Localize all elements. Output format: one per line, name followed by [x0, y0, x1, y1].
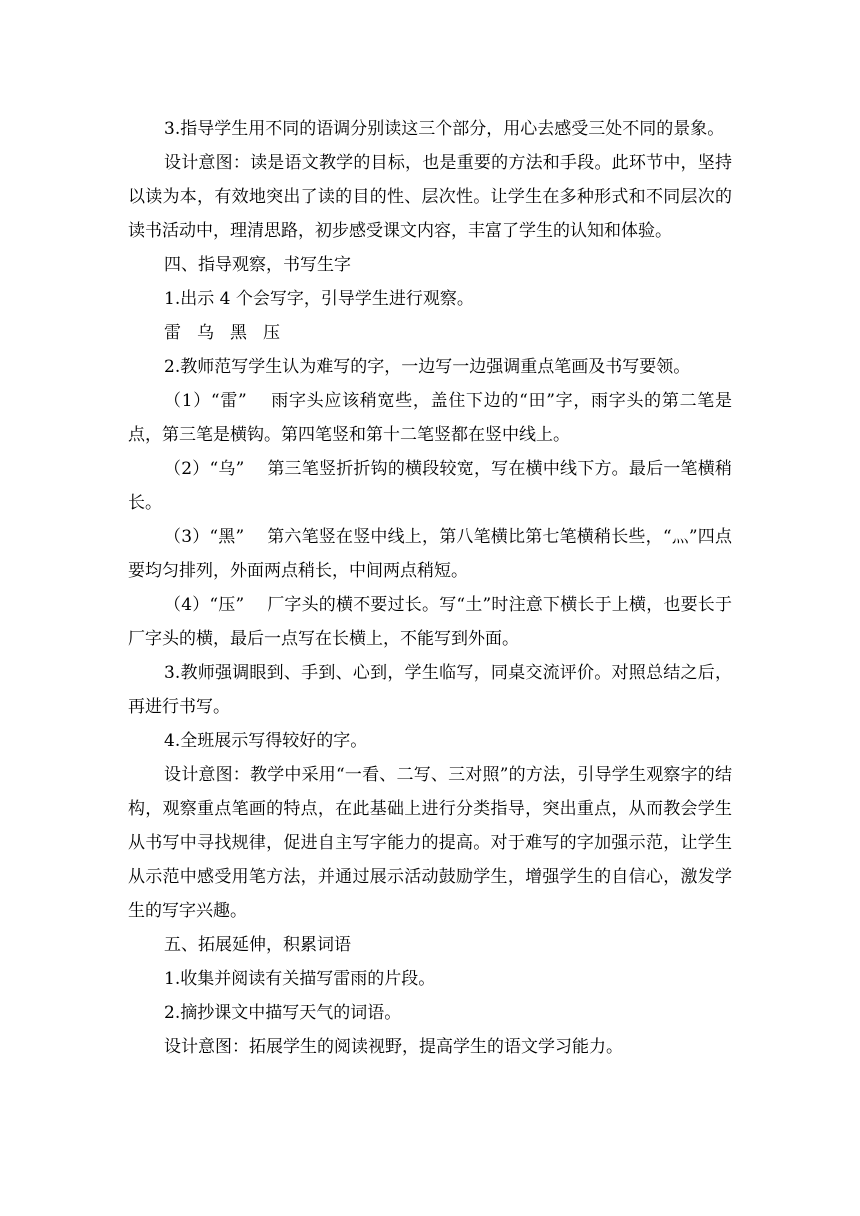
paragraph-design-intent-extension: 设计意图：拓展学生的阅读视野，提高学生的语文学习能力。	[164, 1037, 623, 1057]
paragraph-char-ya: （4）“压” 厂字头的横不要过长。写“土”时注意下横长于上横，也要长于厂字头的横，最后一点写在长横上，不能写到外面。	[128, 595, 732, 649]
character-item: 雷	[164, 323, 183, 343]
section-heading-writing: 四、指导观察，书写生字	[164, 255, 351, 275]
paragraph-design-intent-reading: 设计意图：读是语文教学的目标，也是重要的方法和手段。此环节中，坚持以读为本，有效地突出了读的目的性、层次性。让学生在多种形式和不同层次的读书活动中，理清思路，初步感受课文内容，丰富了学生的认知和体验。	[128, 153, 732, 241]
paragraph-writing-step3: 3.教师强调眼到、手到、心到，学生临写，同桌交流评价。对照总结之后，再进行书写。	[128, 663, 732, 717]
paragraph-extension-step2: 2.摘抄课文中描写天气的词语。	[164, 1003, 402, 1023]
character-item: 乌	[197, 323, 216, 343]
paragraph-char-wu: （2）“乌” 第三笔竖折折钩的横段较宽，写在横中线下方。最后一笔横稍长。	[128, 459, 732, 513]
paragraph-writing-step4: 4.全班展示写得较好的字。	[164, 731, 368, 751]
paragraph-writing-step1: 1.出示 4 个会写字，引导学生进行观察。	[164, 289, 474, 309]
character-list	[164, 316, 296, 350]
character-item: 压	[263, 323, 282, 343]
character-item: 黑	[230, 323, 249, 343]
paragraph-char-lei: （1）“雷” 雨字头应该稍宽些，盖住下边的“田”字，雨字头的第二笔是点，第三笔是横钩。第四笔竖和第十二笔竖都在竖中线上。	[128, 391, 732, 445]
section-heading-extension: 五、拓展延伸，积累词语	[164, 935, 351, 955]
paragraph-reading-step3: 3.指导学生用不同的语调分别读这三个部分，用心去感受三处不同的景象。	[164, 119, 725, 139]
paragraph-char-hei: （3）“黑” 第六笔竖在竖中线上，第八笔横比第七笔横稍长些，“灬”四点要均匀排列，外面两点稍长，中间两点稍短。	[128, 527, 732, 581]
paragraph-writing-step2: 2.教师范写学生认为难写的字，一边写一边强调重点笔画及书写要领。	[164, 357, 691, 377]
paragraph-extension-step1: 1.收集并阅读有关描写雷雨的片段。	[164, 969, 436, 989]
paragraph-design-intent-writing: 设计意图：教学中采用“一看、二写、三对照”的方法，引导学生观察字的结构，观察重点笔画的特点，在此基础上进行分类指导，突出重点，从而教会学生从书写中寻找规律，促进自主写字能力的提高。对于难写的字加强示范，让学生从示范中感受用笔方法，并通过展示活动鼓励学生，增强学生的自信心，激发学生的写字兴趣。	[128, 765, 732, 921]
